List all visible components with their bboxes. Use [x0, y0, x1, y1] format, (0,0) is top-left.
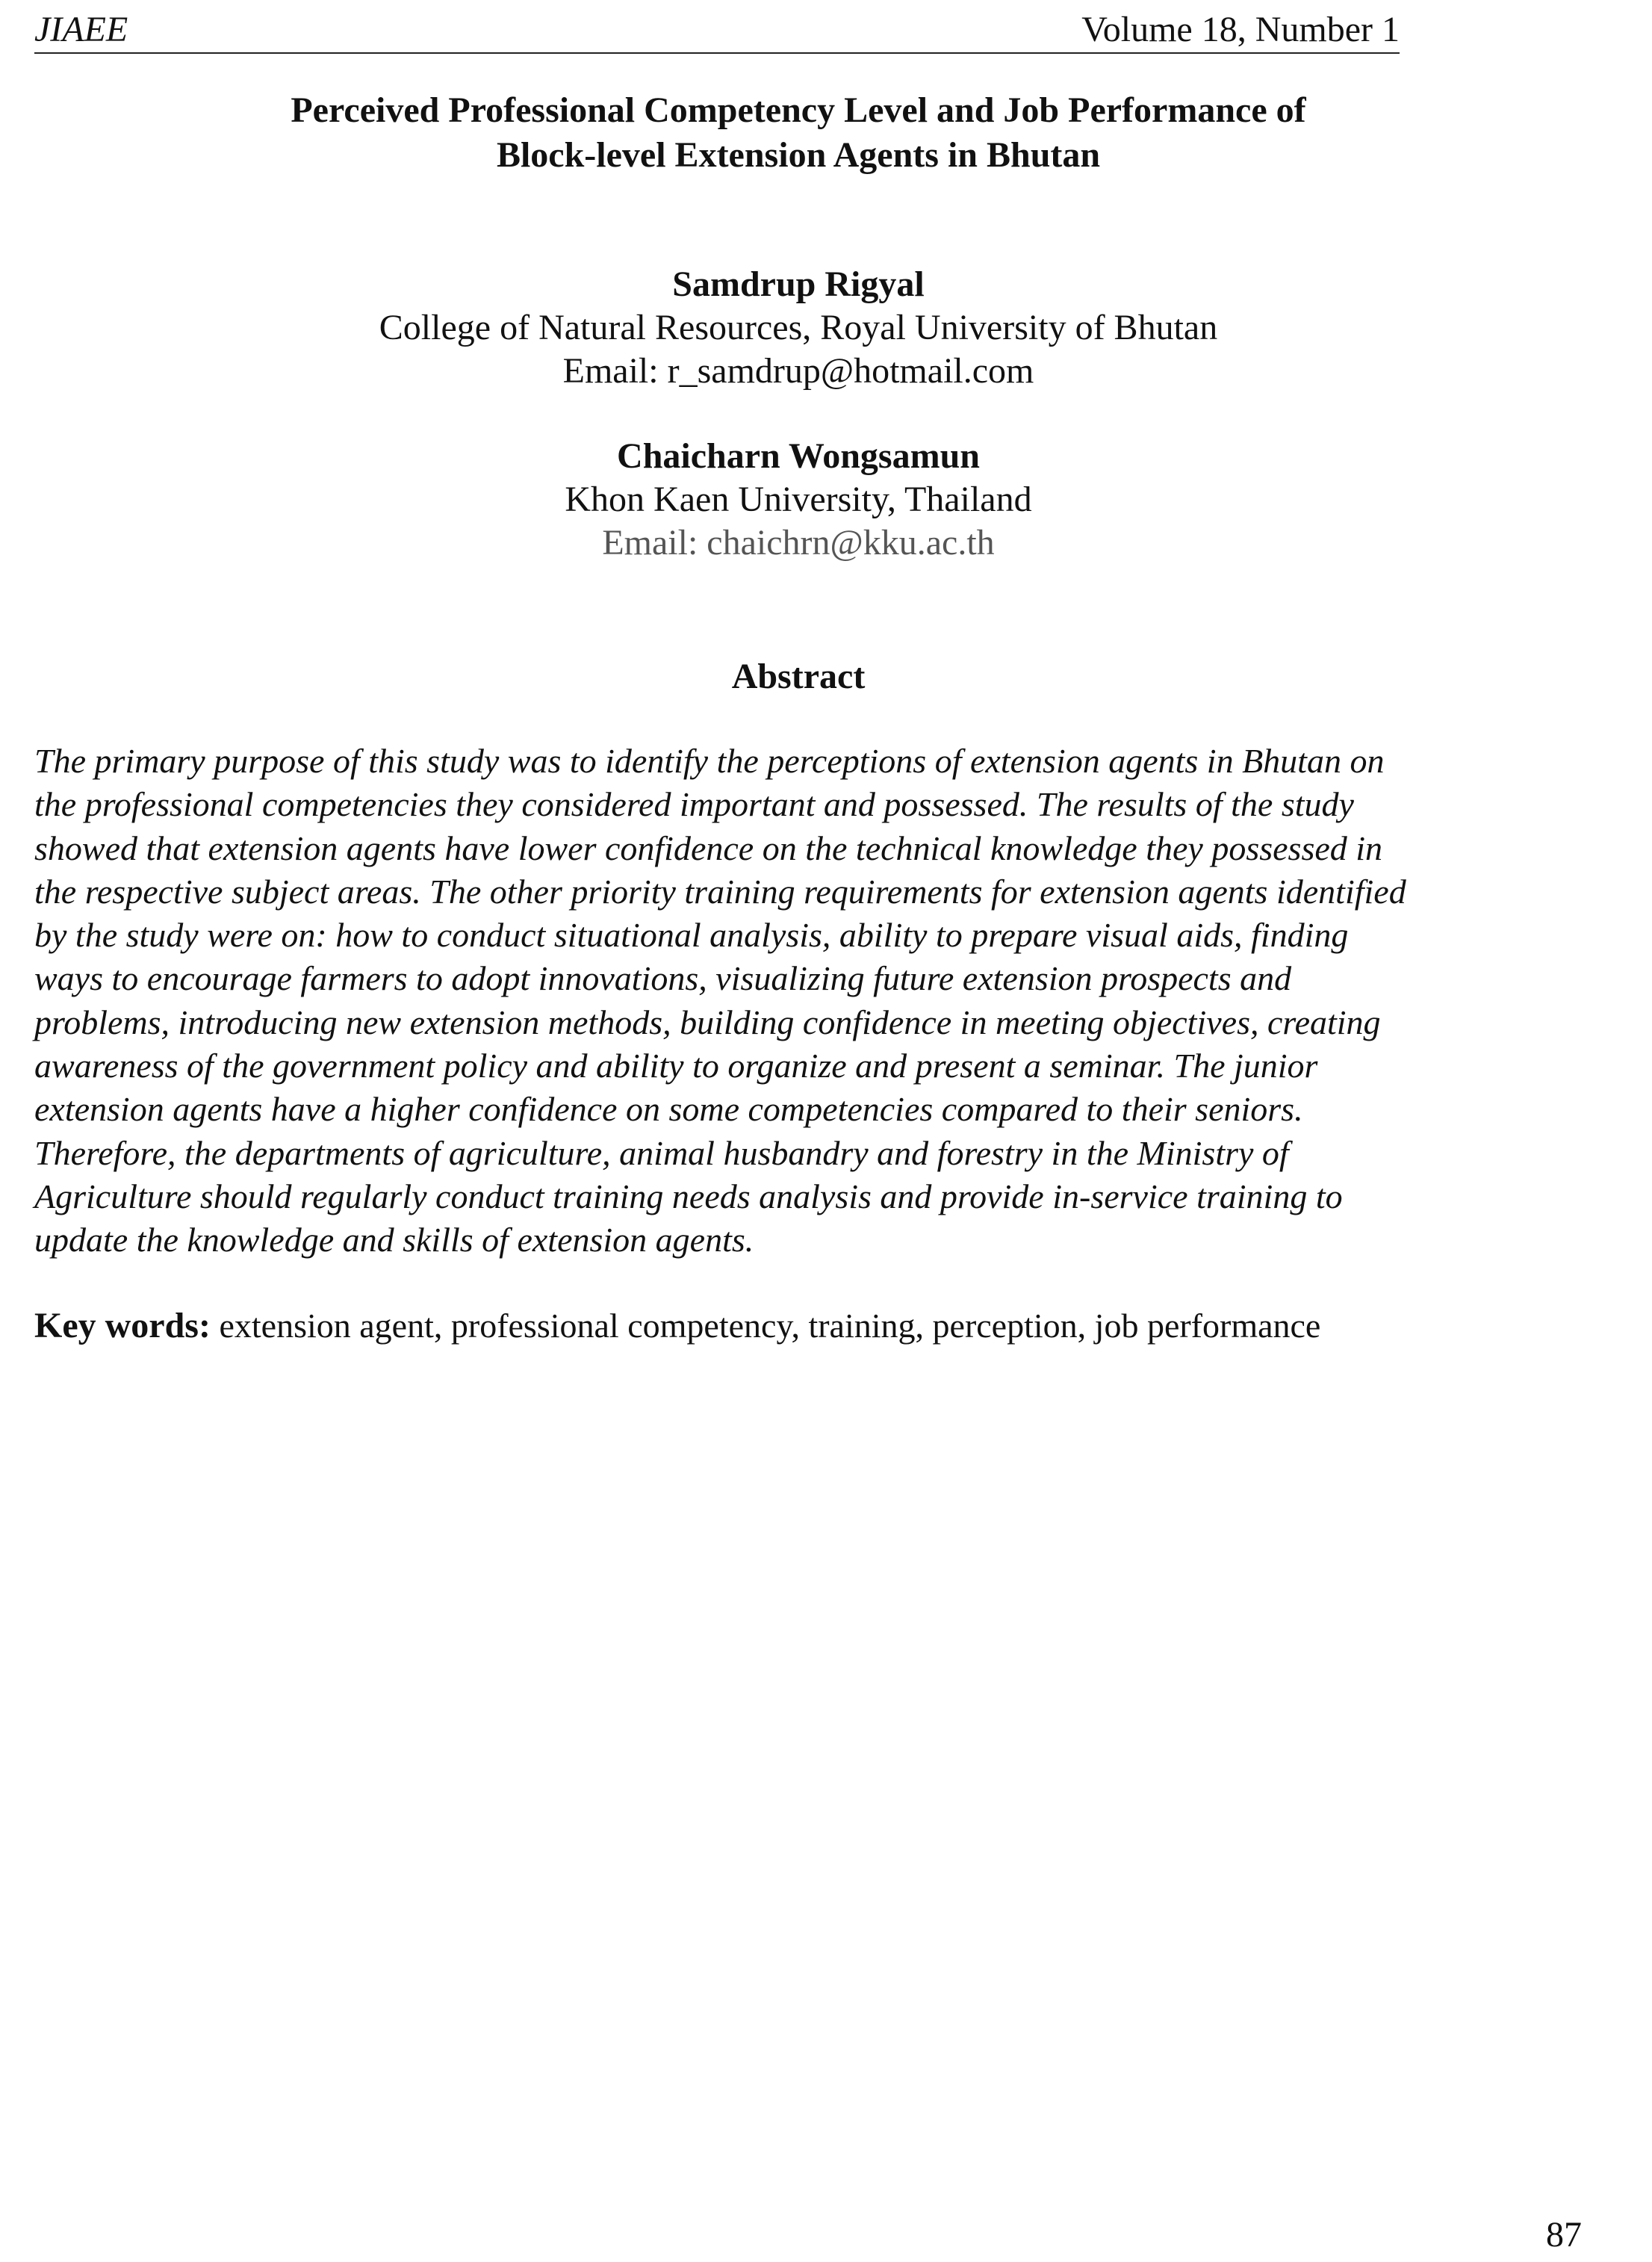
running-header [34, 10, 1400, 54]
author-affiliation: Khon Kaen University, Thailand [565, 480, 1032, 519]
author-email: Email: chaichrn@kku.ac.th [602, 523, 995, 563]
abstract-line: awareness of the government policy and ability to organize and present a seminar. The junior [34, 1047, 1318, 1085]
keywords-label: Key words: [34, 1306, 211, 1345]
author-block [0, 263, 1597, 393]
abstract-line: the professional competencies they considered important and possessed. The results of the study [34, 785, 1354, 824]
abstract-line: by the study were on: how to conduct situational analysis, ability to prepare visual aids, finding [34, 916, 1349, 955]
abstract-line: showed that extension agents have lower confidence on the technical knowledge they possessed in [34, 828, 1383, 867]
abstract-line: the respective subject areas. The other priority training requirements for extension agents identified [34, 872, 1406, 911]
abstract-line: extension agents have a higher confidence on some competencies compared to their seniors. [34, 1090, 1303, 1129]
abstract-heading: Abstract [731, 657, 866, 696]
title-line: Block-level Extension Agents in Bhutan [496, 135, 1101, 175]
volume-number: Volume 18, Number 1 [1081, 10, 1400, 49]
abstract-line: The primary purpose of this study was to identify the perceptions of extension agents in Bhutan on [34, 742, 1385, 780]
abstract-line: Agriculture should regularly conduct training needs analysis and provide in-service training to [34, 1177, 1343, 1215]
author-affiliation: College of Natural Resources, Royal University of Bhutan [379, 308, 1218, 347]
title-line: Perceived Professional Competency Level and Job Performance of [291, 90, 1306, 130]
abstract-body [34, 740, 1625, 1262]
abstract-line: Therefore, the departments of agriculture, animal husbandry and forestry in the Ministry of [34, 1133, 1289, 1172]
abstract-line: problems, introducing new extension methods, building confidence in meeting objectives, creating [34, 1003, 1381, 1041]
keywords-text: extension agent, professional competency, training, perception, job performance [210, 1307, 1321, 1345]
author-block [0, 435, 1597, 565]
author-name: Chaicharn Wongsamun [617, 436, 980, 476]
journal-name: JIAEE [34, 10, 128, 49]
author-name: Samdrup Rigyal [672, 264, 925, 304]
keywords [34, 1304, 1625, 1348]
abstract-line: update the knowledge and skills of extension agents. [34, 1221, 754, 1259]
paper-title [0, 88, 1597, 178]
abstract-line: ways to encourage farmers to adopt innovations, visualizing future extension prospects and [34, 959, 1292, 998]
author-email: Email: r_samdrup@hotmail.com [562, 351, 1034, 391]
page-number: 87 [1546, 2215, 1582, 2255]
